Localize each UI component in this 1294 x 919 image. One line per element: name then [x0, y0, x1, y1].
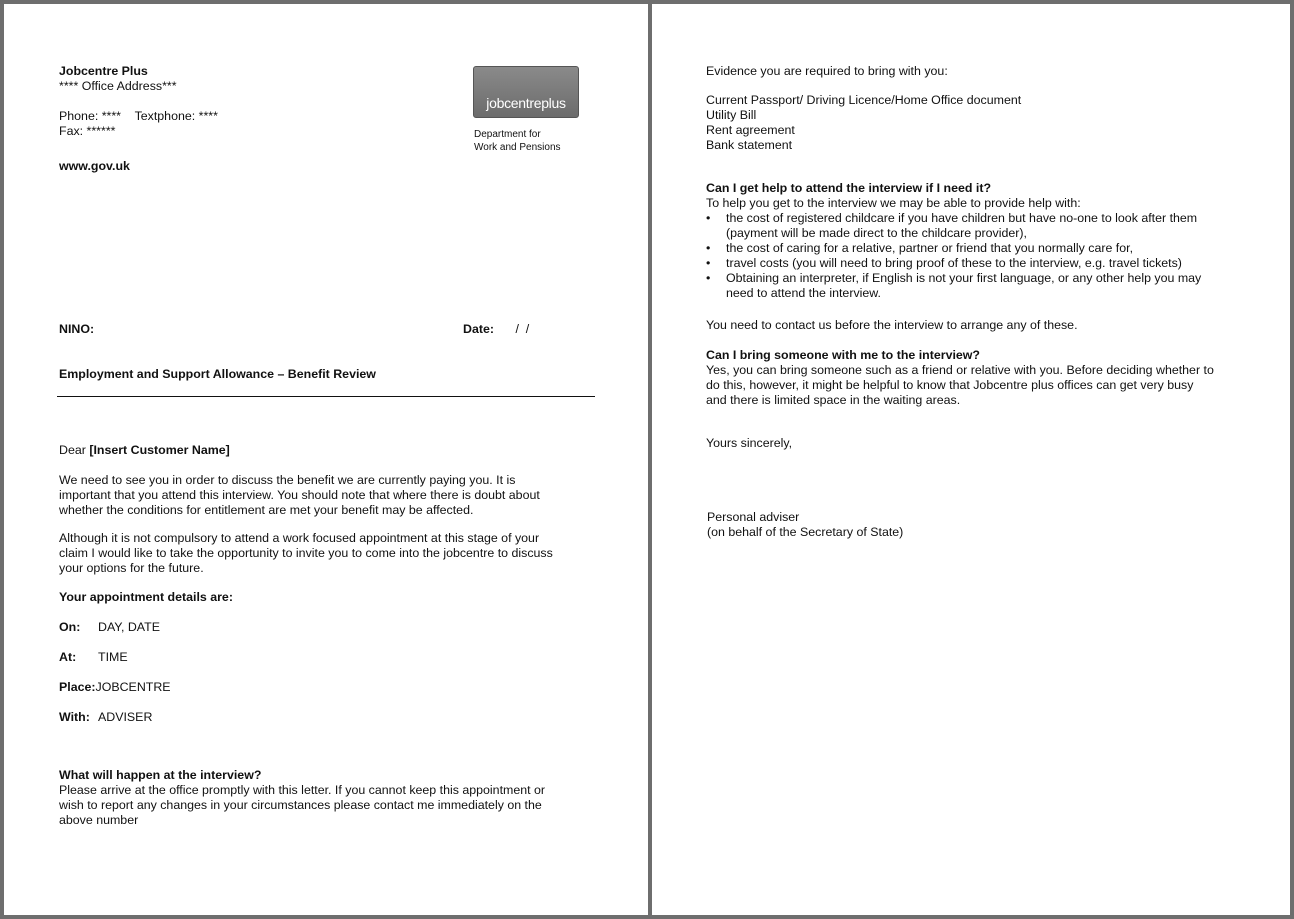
- help-bullet: [706, 211, 1201, 241]
- at-value: TIME: [98, 650, 128, 664]
- evidence-item: Bank statement: [706, 138, 793, 152]
- interview-line: wish to report any changes in your circumstances please contact me immediately on the: [59, 798, 542, 812]
- paragraph-line: important that you attend this interview. You should note that where there is doubt about: [59, 488, 540, 502]
- companion-line: do this, however, it might be helpful to know that Jobcentre plus offices can get very busy: [706, 378, 1194, 392]
- place-label: Place:: [59, 680, 96, 694]
- office-address: **** Office Address***: [59, 79, 177, 93]
- bullet-line: need to attend the interview.: [726, 286, 881, 300]
- letter-page-2: [652, 4, 1290, 915]
- textphone: Textphone: ****: [134, 109, 218, 123]
- paragraph-line: your options for the future.: [59, 561, 204, 575]
- letter-subject: Employment and Support Allowance – Benefit Review: [59, 367, 376, 381]
- help-bullet: [706, 256, 1201, 271]
- date-value: / /: [515, 322, 530, 336]
- office-header: [59, 64, 218, 174]
- phone: Phone: ****: [59, 109, 122, 123]
- help-bullet: [706, 271, 1201, 301]
- evidence-item: Current Passport/ Driving Licence/Home Office document: [706, 93, 1022, 107]
- signatory-block: [707, 510, 903, 540]
- interview-section: [59, 768, 545, 828]
- companion-section: [706, 348, 1214, 408]
- logo-text: jobcentreplus: [486, 95, 566, 111]
- customer-name-placeholder: [Insert Customer Name]: [89, 443, 230, 457]
- appointment-at: [59, 650, 128, 665]
- evidence-item: Rent agreement: [706, 123, 795, 137]
- dwp-line-1: Department for: [474, 129, 541, 140]
- bullet-line: • Obtaining an interpreter, if English is not your first language, or any other help you may: [726, 271, 1202, 285]
- at-label: At:: [59, 650, 77, 664]
- with-value: ADVISER: [98, 710, 153, 724]
- phone-line: [59, 109, 218, 124]
- companion-line: Yes, you can bring someone such as a friend or relative with you. Before deciding whether to: [706, 363, 1214, 377]
- greeting: [59, 443, 230, 458]
- bullet-line: (payment will be made direct to the childcare provider),: [726, 226, 1027, 240]
- evidence-item: Utility Bill: [706, 108, 757, 122]
- interview-heading: What will happen at the interview?: [59, 768, 262, 782]
- dwp-line-2: Work and Pensions: [474, 142, 561, 153]
- interview-line: above number: [59, 813, 139, 827]
- letter-page-1: [4, 4, 648, 915]
- paragraph-line: claim I would like to take the opportunity to invite you to come into the jobcentre to discuss: [59, 546, 553, 560]
- nino-label: NINO:: [59, 322, 95, 336]
- appointment-place: [59, 680, 171, 695]
- on-label: On:: [59, 620, 81, 634]
- date-field: [463, 322, 529, 337]
- on-value: DAY, DATE: [98, 620, 160, 634]
- interview-line: Please arrive at the office promptly with this letter. If you cannot keep this appointment or: [59, 783, 546, 797]
- appointment-on: [59, 620, 160, 635]
- evidence-heading: Evidence you are required to bring with you:: [706, 64, 948, 78]
- website[interactable]: www.gov.uk: [59, 159, 130, 173]
- paragraph-1: [59, 473, 540, 518]
- bullet-line: • the cost of registered childcare if you have children but have no-one to look after them: [726, 211, 1198, 225]
- paragraph-line: whether the conditions for entitlement are met your benefit may be affected.: [59, 503, 474, 517]
- place-value: JOBCENTRE: [95, 680, 171, 694]
- appointment-heading: Your appointment details are:: [59, 590, 233, 604]
- help-intro: To help you get to the interview we may be able to provide help with:: [706, 196, 1081, 210]
- fax: Fax: ******: [59, 124, 116, 138]
- signatory: Personal adviser: [707, 510, 800, 524]
- evidence-list: [706, 93, 1021, 153]
- greeting-prefix: Dear: [59, 443, 90, 457]
- help-section: [706, 181, 1201, 301]
- bullet-line: • travel costs (you will need to bring proof of these to the interview, e.g. travel tickets): [726, 256, 1182, 270]
- sign-off: Yours sincerely,: [706, 436, 793, 450]
- help-bullet: [706, 241, 1201, 256]
- subject-divider: [57, 396, 595, 397]
- help-contact: You need to contact us before the interview to arrange any of these.: [706, 318, 1078, 332]
- bullet-line: • the cost of caring for a relative, partner or friend that you normally care for,: [726, 241, 1134, 255]
- companion-line: and there is limited space in the waiting areas.: [706, 393, 961, 407]
- appointment-with: [59, 710, 152, 725]
- paragraph-line: Although it is not compulsory to attend a work focused appointment at this stage of your: [59, 531, 540, 545]
- help-heading: Can I get help to attend the interview if I need it?: [706, 181, 992, 195]
- paragraph-2: [59, 531, 553, 576]
- date-label: Date:: [463, 322, 494, 336]
- on-behalf: (on behalf of the Secretary of State): [707, 525, 904, 539]
- companion-heading: Can I bring someone with me to the interview?: [706, 348, 981, 362]
- dwp-label: [474, 128, 561, 154]
- with-label: With:: [59, 710, 90, 724]
- paragraph-line: We need to see you in order to discuss the benefit we are currently paying you. It is: [59, 473, 516, 487]
- help-bullet-list: [706, 211, 1201, 301]
- jobcentreplus-logo: [473, 66, 579, 118]
- org-name: Jobcentre Plus: [59, 64, 148, 78]
